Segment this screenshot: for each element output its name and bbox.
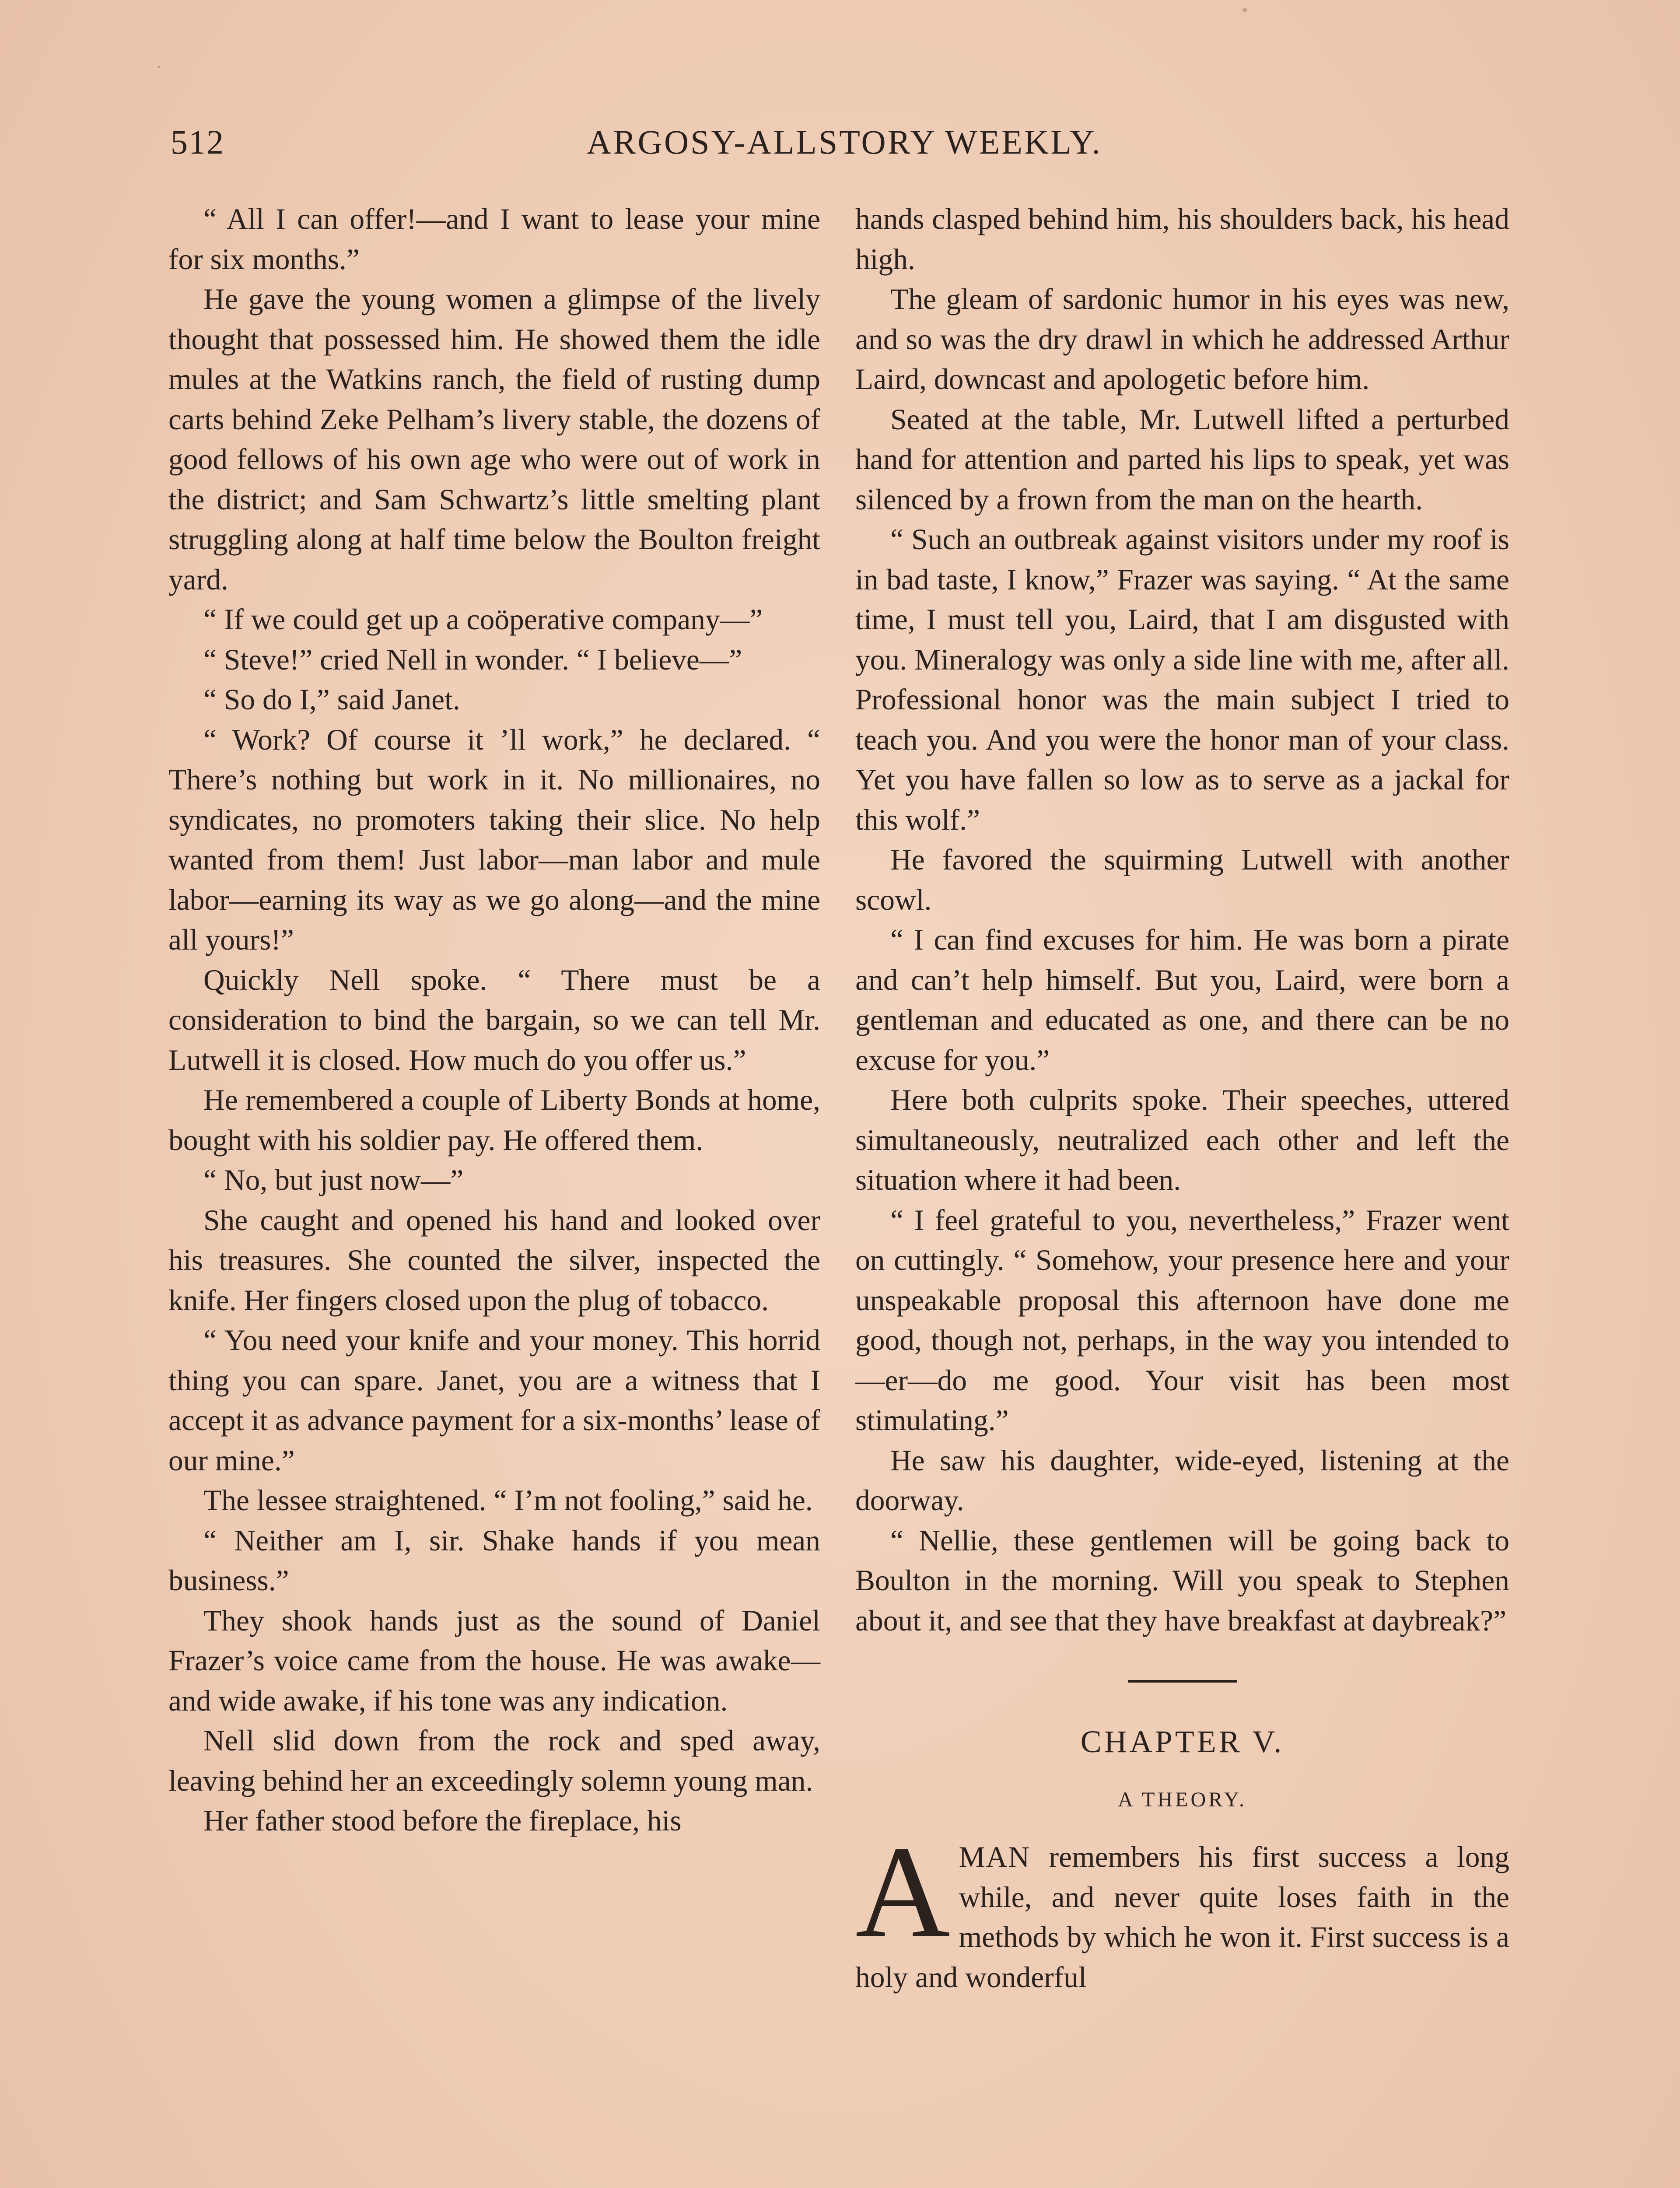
paragraph: “ Neither am I, sir. Shake hands if you mean business.” <box>168 1524 820 1597</box>
paragraph: He saw his daughter, wide-eyed, listening at the doorway. <box>855 1444 1509 1517</box>
paragraph: “ All I can offer!—and I want to lease your mine for six months.” <box>168 203 820 276</box>
magazine-title: ARGOSY-ALLSTORY WEEKLY. <box>587 123 1102 161</box>
paragraph: The gleam of sardonic humor in his eyes was new, and so was the dry drawl in which he addressed Arthur Laird, downcast and apologetic before him. <box>855 283 1509 396</box>
chapter-heading: CHAPTER V. <box>1080 1724 1284 1759</box>
chapter-opening-text: remembers his first success a long while, and never quite loses faith in the methods by which he won it. First success is a holy and wonderful <box>855 1841 1509 1994</box>
paragraph: Here both culprits spoke. Their speeches, uttered simultaneously, neutralized each other and left the situation where it had been. <box>855 1083 1509 1196</box>
left-column <box>168 199 820 1841</box>
chapter-opening-paragraph <box>855 1819 1509 1997</box>
paragraph-continuation: hands clasped behind him, his shoulders back, his head high. <box>855 203 1509 276</box>
paragraph: “ Work? Of course it ’ll work,” he declared. “ There’s nothing but work in it. No millionaires, no syndicates, no promoters taking their slice. No help wanted from them! Just labor—man labor and mule labor—earning its way as we go along—and the mine all yours!” <box>168 723 820 956</box>
paragraph: “ Nellie, these gentlemen will be going back to Boulton in the morning. Will you speak to Stephen about it, and see that they have breakfast at daybreak?” <box>855 1524 1509 1637</box>
page-number: 512 <box>171 123 224 161</box>
paragraph: “ I can find excuses for him. He was born a pirate and can’t help himself. But you, Laird, were born a gentleman and educated as one, and there can be no excuse for you.” <box>855 923 1509 1076</box>
paragraph: Seated at the table, Mr. Lutwell lifted a perturbed hand for attention and parted his lips to speak, yet was silenced by a frown from the man on the hearth. <box>855 403 1509 516</box>
chapter-first-word: MAN <box>959 1841 1031 1873</box>
page-header <box>171 123 1518 175</box>
paragraph: He gave the young women a glimpse of the lively thought that possessed him. He showed them the idle mules at the Watkins ranch, the field of rusting dump carts behind Zeke Pelham’s livery stable, the dozens of good fellows of his own age who were out of work in the district; and Sam Schwartz’s little smelting plant struggling along at half time below the Boulton freight yard. <box>168 283 820 596</box>
paragraph: The lessee straightened. “ I’m not fooling,” said he. <box>203 1484 813 1517</box>
paragraph: “ You need your knife and your money. This horrid thing you can spare. Janet, you are a witness that I accept it as advance payment for a six-months’ lease of our mine.” <box>168 1324 820 1477</box>
paragraph: She caught and opened his hand and looked over his treasures. She counted the silver, inspected the knife. Her fingers closed upon the plug of tobacco. <box>168 1203 820 1317</box>
paragraph: “ No, but just now—” <box>203 1164 464 1196</box>
paragraph: Quickly Nell spoke. “ There must be a consideration to bind the bargain, so we can tell Mr. Lutwell it is closed. How much do you offer us.” <box>168 963 820 1076</box>
paper-speck <box>1242 8 1247 12</box>
paragraph: “ I feel grateful to you, nevertheless,” Frazer went on cuttingly. “ Somehow, your presence here and your unspeakable proposal this afternoon have done me good, though not, perhaps, in the way you intended to—er—do me good. Your visit has been most stimulating.” <box>855 1203 1509 1437</box>
section-divider <box>1128 1680 1237 1683</box>
right-column <box>855 199 1509 1997</box>
chapter-subtitle: A THEORY. <box>1118 1788 1247 1811</box>
paragraph: “ Such an outbreak against visitors under my roof is in bad taste, I know,” Frazer was saying. “ At the same time, I must tell you, Laird, that I am disgusted with you. Mineralogy was only a side line with me, after all. Professional honor was the main subject I tried to teach you. And you were the honor man of your class. Yet you have fallen so low as to serve as a jackal for this wolf.” <box>855 523 1509 836</box>
paragraph: “ Steve!” cried Nell in wonder. “ I believe—” <box>203 643 742 676</box>
paragraph: “ So do I,” said Janet. <box>203 683 460 716</box>
paragraph: Nell slid down from the rock and sped away, leaving behind her an exceedingly solemn young man. <box>168 1724 820 1797</box>
paragraph: He remembered a couple of Liberty Bonds at home, bought with his soldier pay. He offered them. <box>168 1083 820 1157</box>
paragraph: Her father stood before the fireplace, his <box>203 1804 682 1837</box>
paragraph: They shook hands just as the sound of Daniel Frazer’s voice came from the house. He was awake—and wide awake, if his tone was any indication. <box>168 1604 820 1717</box>
paragraph: He favored the squirming Lutwell with another scowl. <box>855 843 1509 916</box>
drop-cap: A <box>855 1819 950 1964</box>
paragraph: “ If we could get up a coöperative company—” <box>203 603 763 636</box>
paper-speck <box>158 66 160 68</box>
